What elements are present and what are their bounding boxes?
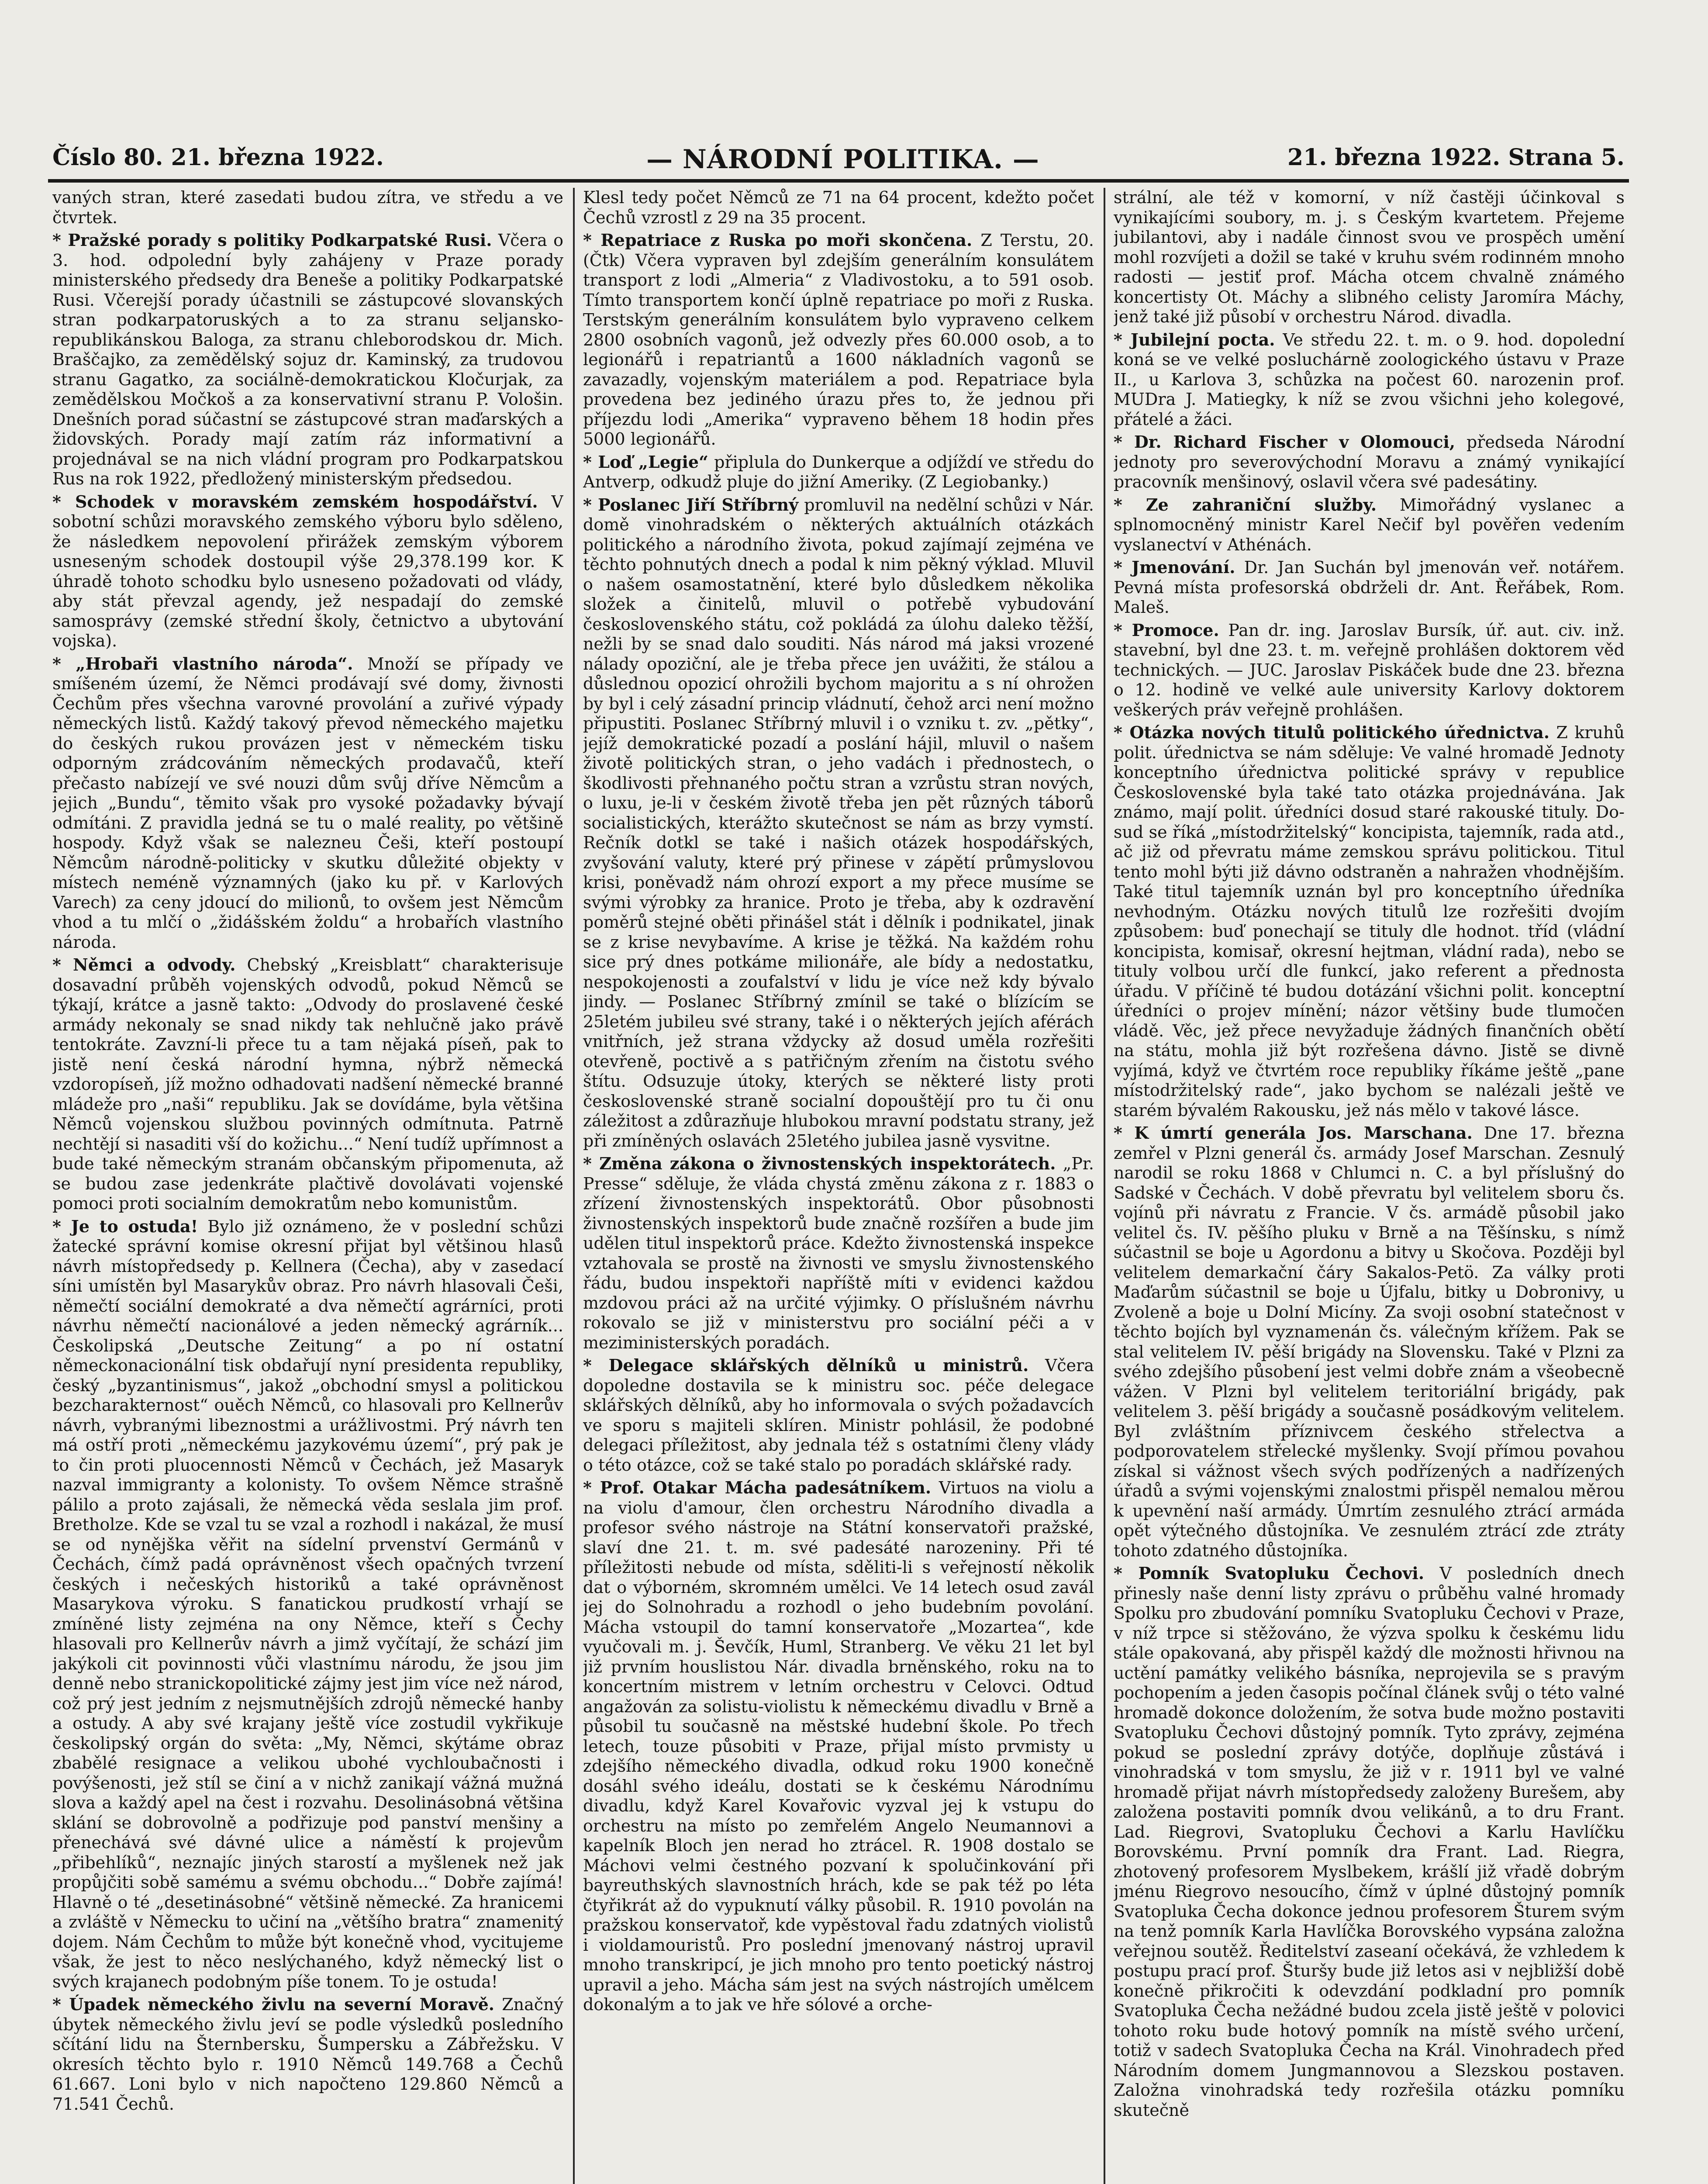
article-headline: * Jmenování. bbox=[1114, 557, 1235, 577]
article-text: promluvil na nedělní schůzi v Nár. domě vinohradském o některých aktuálních otázkách politického a národního života, pokud zajímají zejména ve těchto pohnutých dnech a podal k nim pěkný výklad. Mluvil o našem osamostatnění, které bylo důsledkem několika složek a činitelů, mluvil o potřebě vybudování československého státu, což pokládá za úlohu daleko těžší, nežli by se snad dalo souditi. Nás národ má jaksi vrozené nálady opoziční, ale je třeba přece jen uvážiti, že stálou a důslednou opozicí ohrožili bychom majoritu a s ní ohrožen by byl i celý zásadní princip vládnutí, čehož arci není možno připustiti. Poslanec Stříbrný mluvil i o vzniku t. zv. „pětky“, jejíž demokratické pozadí a poslání hájil, mluvil o našem životě politických stran, o jeho vadách i přednostech, o škodlivosti přehnaného počtu stran a vzrůstu stran nových, o luxu, je-li v českém životě třeba jen pět různých táborů socialistických, kterážto skutečnost se nám as brzy vymstí. Rečník dotkl se také i našich otázek hospodářských, zvyšování valuty, které prý přinese v zápětí průmyslovou krisi, poněvadž nám ohrozí export a my přece musíme se svými výrobky za hranice. Proto je třeba, aby k ozdravění poměrů stejné oběti přinášel stát i dělník i podnikatel, jinak se z krise nevybavíme. A krise je těžká. Na každém rohu sice prý dnes potkáme milionáře, ale bídy a nedostatku, nespokojenosti a zoufalství v lidu je více než kdy bývalo jindy. — Poslanec Stříbrný zmínil se také o blízícím se 25letém jubileu své strany, také i o některých jejích aférách vnitřních, jež strana vždycky až dosud uměla rozřešiti otevřeně, poctivě a s patřičným zřením na čistotu svého štítu. Odsuzuje útoky, kterých se některé listy proti československé straně socialní dopouštějí pro tu či onu záležitost a zdůrazňuje hlubokou mravní podstatu strany, jež při zmíněných oslavách 25letého jubilea jasně vysvitne. bbox=[583, 495, 1094, 1151]
article-headline: * Repatriace z Ruska po moři skončena. bbox=[583, 230, 973, 250]
article-paragraph bbox=[52, 654, 563, 953]
article-columns bbox=[52, 188, 1625, 2184]
article-headline: * Pomník Svatopluku Čechovi. bbox=[1114, 1563, 1425, 1583]
article-text: Včera dopoledne dostavila se k ministru soc. péče delegace sklářských dělníků, aby ho informovala o svých požadavcích ve sporu s majiteli sklíren. Ministr pohlásil, že podobné delegaci příležitost, aby jednala též s ostatními členy vlády o této otázce, což se také stalo po poradách sklářské rady. bbox=[583, 1356, 1094, 1475]
article-paragraph bbox=[1114, 188, 1625, 327]
article-paragraph bbox=[1114, 1563, 1625, 2120]
header-rule bbox=[48, 179, 1629, 183]
article-text: Virtuos na violu a na violu d'amour, člen orchestru Národního divadla a profesor svého nástroje na Státní konservatoři pražské, slaví dne 21. t. m. své padesáté narozeniny. Při té příležitosti nebude od místa, sděliti-li s veřejností několik dat o výborném, skromném umělci. Ve 14 letech osud zavál jej do Solnohradu a rozhodl o jeho budebním povolání. Mácha vstoupil do tamní konservatoře „Mozartea“, kde vyučovali m. j. Ševčík, Huml, Stranberg. Ve věku 21 let byl již prvním houslistou Nár. divadla brněnského, roku na to koncertním mistrem v letním orchestru v Celovci. Odtud angažován za solistu-violistu k německému divadlu v Brně a působil tu současně na městské hudební škole. Po třech letech, touze působiti v Praze, přijal místo prvmisty u zdejšího německého divadla, odkud roku 1900 konečně dosáhl svého ideálu, dostati se k českému Národnímu divadlu, když Karel Kovařovic vyzval jej k vstupu do orchestru na místo po zemřelém Angelo Neumannovi a kapelník Bloch jen nerad ho ztrácel. R. 1908 dostalo se Máchovi velmi čestného pozvaní k spolučinkování při bayreuthských slavnostních hrách, kde se pak též po léta čtyřikrát až do vypuknutí války působil. R. 1910 povolán na pražskou konservatoř, kde vypěstoval řadu zdatných violistů i violdamouristů. Pro poslední jmenovaný nástroj upravil mnoho transkripcí, je jich mnoho pro tento poetický nástroj upravil a jeho. Mácha sám jest na svých nástrojích umělcem dokonalým a to jak ve hře sólové a orche- bbox=[583, 1478, 1094, 2014]
article-paragraph bbox=[1114, 1123, 1625, 1561]
article-paragraph bbox=[52, 1994, 563, 2114]
column-2 bbox=[583, 188, 1094, 2184]
article-headline: * Prof. Otakar Mácha padesátníkem. bbox=[583, 1478, 932, 1497]
article-headline: * Němci a odvody. bbox=[52, 955, 236, 975]
article-text: Bylo již oznámeno, že v poslední schůzi žatecké správní komise okresní přijat byl většinou hlasů návrh místopředsedy p. Kellnera (Čecha), aby v zasedací síni umístěn byl Masarykův obraz. Pro návrh hlasovali Češi, němečtí sociální demokraté a dva němečtí agrárníci, proti návrhu němečtí nacionálové a jeden německý agrárník... Českolipská „Deutsche Zeitung“ a po ní ostatní německonacionální tisk obdařují nyní presidenta republiky, český „byzantinismus“, jakož „obchodní smysl a politickou bezcharakternost“ ouěch Němců, co hlasovali pro Kellnerův návrh, vybranými libeznostmi a urážlivostmi. Prý návrh ten má ostří proti „německému jazykovému území“, prý pak je to čin proti pluocennosti Němců v Čechách, jež Masaryk nazval immigranty a kolonisty. To ovšem Němce strašně pálilo a proto zajásali, že německá věda seslala jim prof. Bretholze. Kde se vzal tu se vzal a rozhodl i nakázal, že musí se od nynějška věřit na sídelní prvenství Germánů v Čechách, čímž padá oprávněnost všech opačných tvrzení českých i nečeských historiků a také oprávněnost Masarykova výroku. S fanatickou prudkostí vrhají se zmíněné listy zejména na ony Němce, kteří s Čechy hlasovali pro Kellnerův návrh a jimž vyčítají, že schází jim jakýkoli cit povinnosti vůči vlastnímu národu, že jsou jim denně nebo stranickopolitické zájmy jest jim více než národ, což prý jest jedním z nejsmutnějších zdrojů německé hanby a ostudy. A aby své krajany ještě více zostudil vykřikuje českolipský orgán do světa: „My, Němci, skýtáme obraz zbabělé resignace a velikou ubohé vychloubačnosti i povýšenosti, jež stíl se činí a v nichž zanikají vážná mužná slova a každý apel na čest i rozvahu. Desolinásobná většina sklání se dobrovolně a podřizuje pod panství menšiny a přenechává své dávné ulice a náměstí k projevům „přibehlíků“, neznajíc jiných starostí a myšlenek než jak propůjčiti sobě samému a svému obchodu...“ Dobře zajímá! Hlavně o té „desetinásobné“ většině německé. Za hranicemi a zvláště v Německu to učiní na „většího bratra“ znamenitý dojem. Nám Čechům to může být konečně vhod, vycitujeme však, že jest to něco neslýchaného, když německý list o svých krajanech podobným píše tonem. To je ostuda! bbox=[52, 1216, 563, 1991]
article-headline: * K úmrtí generála Jos. Marschana. bbox=[1114, 1123, 1473, 1143]
article-headline: * Je to ostuda! bbox=[52, 1216, 198, 1236]
article-text: Množí se případy ve smíšeném území, že Němci prodávají své domy, živnosti Čechům přes všechna varovné provolání a zuřivé výpady německých listů. Každý takový převod německého majetku do českých rukou provázen jest v německém tisku odporným zrádcováním německých prodavačů, kteří přečasto nabízejí ve své nouzi dům svůj dříve Němcům a jejich „Bundu“, těmito však pro vysoké požadavky bývají odmítáni. Z pravidla jedná se tu o malé reality, po většině hospody. Když však se nalezneu Češi, kteří postoupí Němcům národně-politicky v skutku důležité objekty v místech neméně významných (jako ku př. v Karlových Varech) za ceny jdoucí do milionů, to ovšem jest Němcům vhod a tu mlčí o „židášském žoldu“ a hrobařích vlastního národa. bbox=[52, 654, 563, 952]
article-text: Mimořádný vyslanec a splnomocněný ministr Karel Nečif byl pověřen vedením vyslanectví v Athénách. bbox=[1114, 495, 1625, 554]
article-paragraph bbox=[52, 188, 563, 228]
article-paragraph bbox=[583, 230, 1094, 449]
article-text: „Pr. Presse“ sděluje, že vláda chystá změnu zákona z r. 1883 o zřízení živnostenských inspektorátů. Obor působnosti živnostenských inspektorů bude značně rozšířen a bude jim udělen titul inspektorů práce. Kdežto živnostenská inspekce vztahovala se prostě na živnosti ve smyslu živnostenského řádu, budou inspektoři napříště míti v evidenci každou mzdovou práci až na určité výjimky. O příslušném návrhu rokovalo se již v ministerstvu pro sociální péči a v meziministerských poradách. bbox=[583, 1154, 1094, 1352]
article-headline: * Změna zákona o živnostenských inspektorátech. bbox=[583, 1154, 1056, 1173]
article-text: Z kruhů polit. úřednictva se nám sděluje: Ve valné hromadě Jednoty konceptního úřednictva politické správy v republice Československé byla také tato otázka projednávána. Jak známo, mají polit. úředníci dosud staré rakouské tituly. Do-sud se říká „místodržitelský“ koncipista, tajemník, rada atd., ač již od převratu máme zemskou správu politickou. Titul tento mohl býti již dávno odstraněn a nahražen vhodnějším. Také titul tajemník uznán byl pro konceptního úředníka nevhodným. Otázku nových titulů lze rozřešiti dvojím způsobem: buď ponechají se tituly dle hodnot. tříd (vládní koncipista, komisař, okresní hejtman, vládní rada), nebo se tituly volbou určí dle funkcí, jako referent a přednosta úřadu. V příčině té budou dotázání všichni polit. konceptní úředníci o projev mínění; názor většiny bude tlumočen vládě. Věc, jež přece nevyžaduje žádných finančních obětí na státu, mohla již být rozřešena dávno. Jistě se divně vyjímá, když ve čtvrtém roce republiky říkáme ještě „pane místodržitelský rade“, jako bychom se nalézali ještě ve starém bývalém Rakousku, jež nás mělo v takové lásce. bbox=[1114, 723, 1625, 1120]
article-text: Dne 17. března zemřel v Plzni generál čs. armády Josef Marschan. Zesnulý narodil se roku 1868 v Chlumci n. C. a byl příslušný do Sadské v Čechách. V době převratu byl velitelem sboru čs. vojínů při návratu z Francie. V čs. armádě působil jako velitel čs. IV. pěšího pluku v Brně a na Těšínsku, s nímž súčastnil se boje u Agordonu a bitvy u Skočova. Později byl velitelem demarkační čáry Sakalos-Petö. Za války proti Maďarům súčastnil se boje u Újfalu, bitky u Dobronivy, u Zvoleně a boje u Dolní Micíny. Za svoji osobní statečnost v těchto bojích byl vyznamenán čs. válečným křížem. Pak se stal velitelem IV. pěší brigády na Slovensku. Také v Plzni za svého zdejšího působení jest velmi dobře znám a všeobecně vážen. V Plzni byl velitelem teritoriální brigády, pak velitelem 3. pěší brigády a současně posádkovým velitelem. Byl zvláštním příznivcem českého střelectva a podporovatelem střelecké myšlenky. Svojí přímou povahou získal si vážnost všech svých podřízených a nadřízených úřadů a svými vojenskými znalostmi přispěl nemalou měrou k upevnění naší armády. Úmrtím zesnulého ztrácí armáda opět výtečného důstojníka. Ve zesnulém ztrácí zde ztráty tohoto zdatného důstojníka. bbox=[1114, 1123, 1625, 1560]
article-text: Včera o 3. hod. odpolední byly zahájeny v Praze porady ministerského předsedy dra Beneše a politiky Podkarpatské Rusi. Včerejší porady účastnili se zástupcové slovanských stran podkarpatoruských a to za stranu seljansko-republikánskou Baloga, za stranu chleborodskou dr. Mich. Braščajko, za zemědělský sojuz dr. Kaminský, za trudovou stranu Gagatko, za sociálně-demokratickou Kločurjak, za zemědělskou Močkoš a za konservativní stranu P. Vološin. Dnešních porad súčastní se zástupcové stran maďarských a židovských. Porady mají zatím ráz informativní a projednával se na nich vládní program pro Podkarpatskou Rus na rok 1922, předložený ministerským předsedou. bbox=[52, 231, 563, 488]
article-paragraph bbox=[583, 188, 1094, 228]
article-paragraph bbox=[1114, 330, 1625, 430]
article-paragraph bbox=[52, 955, 563, 1214]
article-headline: * Delegace sklářských dělníků u ministrů. bbox=[583, 1355, 1029, 1375]
issue-number: Číslo 80. 21. března 1922. bbox=[52, 144, 384, 171]
column-3 bbox=[1114, 188, 1625, 2184]
article-paragraph bbox=[1114, 620, 1625, 720]
article-text: V posledních dnech přinesly naše denní listy zprávu o průběhu valné hromady Spolku pro zbudování pomníku Svatopluku Čechovi v Praze, v níž trpce si stěžováno, že výzva spolku k českému lidu stále opakovaná, aby přispěl každý dle možnosti hřivnou na uctění památky velikého básníka, neprojevila se s pravým pochopením a jeden časopis počínal článek svůj o této valné hromadě dokonce doložením, že sotva bude možno postaviti Svatopluku Čechovi důstojný pomník. Tyto zprávy, zejména pokud se poslední zprávy dotýče, doplňuje zůstává i vinohradská v tom smyslu, že již v r. 1911 byl ve valné hromadě přijat návrh místopředsedy založeny Burešem, aby založena postaviti pomník dvou velikánů, a to dru Frant. Lad. Riegrovi, Svatopluku Čechovi a Karlu Havlíčku Borovskému. První pomník dra Frant. Lad. Riegra, zhotovený profesorem Myslbekem, krášlí již vřadě dobrým jménu Riegrovo nesoucího, čímž v úplné důstojný pomník Svatopluka Čecha dokonce jednou profesorem Šturem svým na tenž pomník Karla Havlíčka Borovského vypsána založna veřejnou soutěž. Ředitelství zaseaní očekává, že vzhledem k postupu prací prof. Šturšy bude již letos asi v nejbližší době konečně přikročiti k odevzdání podkladní pro pomník Svatopluka Čecha nežádné budou zcela jistě ještě v polovici tohoto roku bude hotový pomník na místě svého určení, totiž v sadech Svatopluka Čecha na Král. Vinohradech před Národním domem Jungmannovou a Slezskou postaven. Založna vinohradská tedy rozřešila otázku pomníku skutečně bbox=[1114, 1564, 1625, 2120]
article-paragraph bbox=[52, 230, 563, 489]
article-headline: * „Hrobaři vlastního národa“. bbox=[52, 653, 353, 674]
article-text: Pan dr. ing. Jaroslav Bursík, úř. aut. civ. inž. stavební, byl dne 23. t. m. veřejně prohlášen doktorem věd technických. — JUC. Jaroslav Piskáček bude dne 23. března o 12. hodině ve velké aule university Karlovy doktorem veškerých práv veřejně prohlášen. bbox=[1114, 620, 1625, 719]
article-headline: * Úpadek německého živlu na severní Moravě. bbox=[52, 1994, 495, 2014]
article-paragraph bbox=[1114, 432, 1625, 492]
article-headline: * Otázka nových titulů politického úřednictva. bbox=[1114, 722, 1550, 742]
column-1 bbox=[52, 188, 563, 2184]
article-paragraph bbox=[52, 1216, 563, 1992]
article-text: předseda Národní jednoty pro severovýchodní Moravu a známý vynikající pracovník menšinový, oslavil včera své padesátiny. bbox=[1114, 432, 1625, 491]
article-headline: * Poslanec Jiří Stříbrný bbox=[583, 494, 799, 515]
article-headline: * Promoce. bbox=[1114, 620, 1219, 640]
article-paragraph bbox=[52, 492, 563, 651]
article-paragraph bbox=[583, 452, 1094, 492]
date-and-page: 21. března 1922. Strana 5. bbox=[1287, 144, 1625, 171]
article-paragraph bbox=[583, 1355, 1094, 1475]
article-text: připlula do Dunkerque a odjíždí ve středu do Antverp, odkudž pluje do jižní Ameriky. (Z Legiobanky.) bbox=[583, 452, 1094, 491]
article-text: V sobotní schůzi moravského zemského výboru bylo sděleno, že následkem nepovolení přirážek zemským výborem usneseným schodek dostoupil výše 29,378.199 kor. K úhradě tohoto schodku bylo usneseno požadovati od vlády, aby stát převzal agendy, jež nespadají do zemské samosprávy (zemské střední školy, četnictvo a ubytování vojska). bbox=[52, 492, 563, 650]
article-headline: * Loď „Legie“ bbox=[583, 452, 708, 472]
article-text: strální, ale též v komorní, v níž častěji účinkoval s vynikajícími soubory, m. j. s Českým kvartetem. Přejeme jubilantovi, aby i nadále činnost svou ve prospěch umění mohl rozvíjeti a dožil se také v kruhu svém rodinném mnoho radosti — jestiť prof. Mácha otcem chvalně známého koncertisty Ot. Máchy a slibného celisty Jaromíra Máchy, jenž také již působí v orchestru Národ. divadla. bbox=[1114, 188, 1625, 326]
article-paragraph bbox=[583, 1154, 1094, 1353]
article-text: Chebský „Kreisblatt“ charakterisuje dosavadní průběh vojenských odvodů, pokud Němců se týkají, krátce a jasně takto: „Odvody do proslavené české armády nekonaly se snad nikdy tak nehlučně jako právě tentokráte. Zavzní-li přece tu a tam nějaká píseň, pak to jistě není česká národní hymna, nýbrž německá vzdoropíseň, jíž možno odhadovati nadšení německé branné mládeže pro „naši“ republiku. Jak se dovídáme, byla většina Němců vojenskou službou povinných odmítnuta. Patrně nechtějí si nasaditi vší do kožichu...“ Není tudíž upřímnost a bude také německým stranám občanským připomenuta, až se budou zase jedenkráte plačtivě dovolávati vojenské pomoci proti socialním demokratům nebo komunistům. bbox=[52, 955, 563, 1213]
article-text: Dr. Jan Suchán byl jmenován veř. notářem. Pevná místa profesorská obdrželi dr. Ant. Řeřábek, Rom. Maleš. bbox=[1114, 558, 1625, 617]
article-headline: * Schodek v moravském zemském hospodářství. bbox=[52, 491, 538, 511]
masthead-title: — NÁRODNÍ POLITIKA. — bbox=[646, 144, 1039, 175]
article-text: Značný úbytek německého živlu jeví se podle výsledků posledního sčítání lidu na Šternbersku, Šumpersku a Zábřežsku. V okresích těchto bylo r. 1910 Němců 149.768 a Čechů 61.667. Loni bylo v nich napočteno 129.860 Němců a 71.541 Čechů. bbox=[52, 1995, 563, 2114]
article-paragraph bbox=[1114, 557, 1625, 618]
article-headline: * Dr. Richard Fischer v Olomouci, bbox=[1114, 432, 1456, 452]
article-paragraph bbox=[1114, 495, 1625, 555]
article-headline: * Ze zahraniční služby. bbox=[1114, 494, 1377, 515]
article-paragraph bbox=[583, 495, 1094, 1151]
article-text: Ve středu 22. t. m. o 9. hod. dopolední koná se ve velké posluchárně zoologického ústavu v Praze II., u Karlova 3, schůzka na počest 60. narozenin prof. MUDra J. Matiegky, k níž se zvou všichni jeho kolegové, přátelé a žáci. bbox=[1114, 330, 1625, 429]
article-text: vaných stran, které zasedati budou zítra, ve středu a ve čtvrtek. bbox=[52, 188, 563, 227]
article-text: Z Terstu, 20. (Čtk) Včera vypraven byl zdejším generálním konsulátem transport z lodi „Almeria“ z Vladivostoku, a to 591 osob. Tímto transportem končí úplně repatriace po moři z Ruska. Terstským generálním konsulátem bylo vypraveno celkem 2800 osobních vagonů, jež odvezly přes 60.000 osob, a to legionářů i repatriantů a 1600 nákladních vagonů se zavazadly, vojenským materiálem a pod. Repatriace byla provedena bez jediného úrazu přes to, že jednou při příjezdu lodi „Amerika“ vypraveno během 18 hodin přes 5000 legionářů. bbox=[583, 231, 1094, 449]
article-paragraph bbox=[583, 1478, 1094, 2015]
article-text: Klesl tedy počet Němců ze 71 na 64 procent, kdežto počet Čechů vzrostl z 29 na 35 procent. bbox=[583, 188, 1094, 227]
article-paragraph bbox=[1114, 722, 1625, 1120]
article-headline: * Jubilejní pocta. bbox=[1114, 329, 1275, 349]
article-headline: * Pražské porady s politiky Podkarpatské Rusi. bbox=[52, 230, 492, 250]
